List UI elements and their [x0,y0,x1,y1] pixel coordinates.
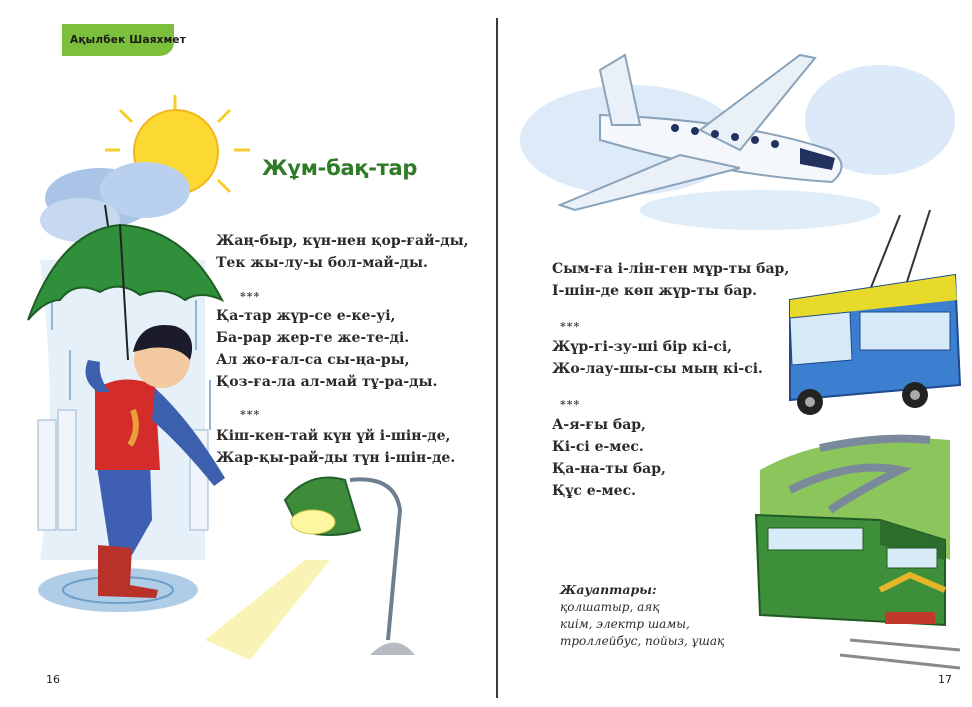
answer-line: киім, электр шамы, [560,617,690,631]
separator-stars: *** [560,320,581,333]
verse-line: Қоз-ға-ла ал-май тұ-ра-ды. [216,374,438,390]
verse-line: Қа-на-ты бар, [552,461,666,477]
riddle-4 [552,258,789,302]
separator-stars: *** [240,408,261,421]
trolleybus-icon [790,210,960,415]
verse-line: Сым-ға і-лін-ген мұр-ты бар, [552,261,790,277]
answer-line: қолшатыр, аяқ [560,600,660,614]
separator-stars: *** [560,398,581,411]
verse-line: Жо-лау-шы-сы мың кі-сі. [552,361,763,377]
answers-heading: Жауаптары: [560,582,657,597]
verse-line: Құс е-мес. [552,483,636,499]
train-icon [756,438,960,668]
verse-line: А-я-ғы бар, [552,417,646,433]
verse-line: Тек жы-лу-ы бол-май-ды. [216,255,428,271]
verse-line: І-шін-де көп жүр-ты бар. [552,283,757,299]
verse-line: Ал жо-ғал-са сы-ңа-ры, [216,352,410,368]
riddle-2 [216,305,437,393]
verse-line: Жүр-гі-зу-ші бір кі-сі, [552,339,733,355]
riddle-1 [216,230,469,274]
sun-cloud-icon [40,95,250,242]
answers-list [560,599,724,650]
page-number-left: 16 [46,673,60,686]
author-tab [62,24,187,56]
riddle-3 [216,425,455,469]
airplane-icon [520,55,955,230]
desk-lamp-icon [205,478,415,661]
answer-line: троллейбус, пойыз, ұшақ [560,634,725,648]
author-name: Ақылбек Шаяхмет [70,34,187,46]
page-title: Жұм-бақ-тар [262,156,418,180]
riddle-5 [552,336,763,380]
verse-line: Ба-рар жер-ге же-те-ді. [216,330,410,346]
riddle-6 [552,414,666,502]
separator-stars: *** [240,290,261,303]
verse-line: Жар-қы-рай-ды түн і-шін-де. [216,450,456,466]
verse-line: Кіш-кен-тай күн үй і-шін-де, [216,428,451,444]
page-number-right: 17 [938,673,952,686]
verse-line: Кі-сі е-мес. [552,439,644,455]
verse-line: Қа-тар жүр-се е-ке-уі, [216,308,396,324]
verse-line: Жаң-быр, күн-нен қор-ғай-ды, [216,233,469,249]
